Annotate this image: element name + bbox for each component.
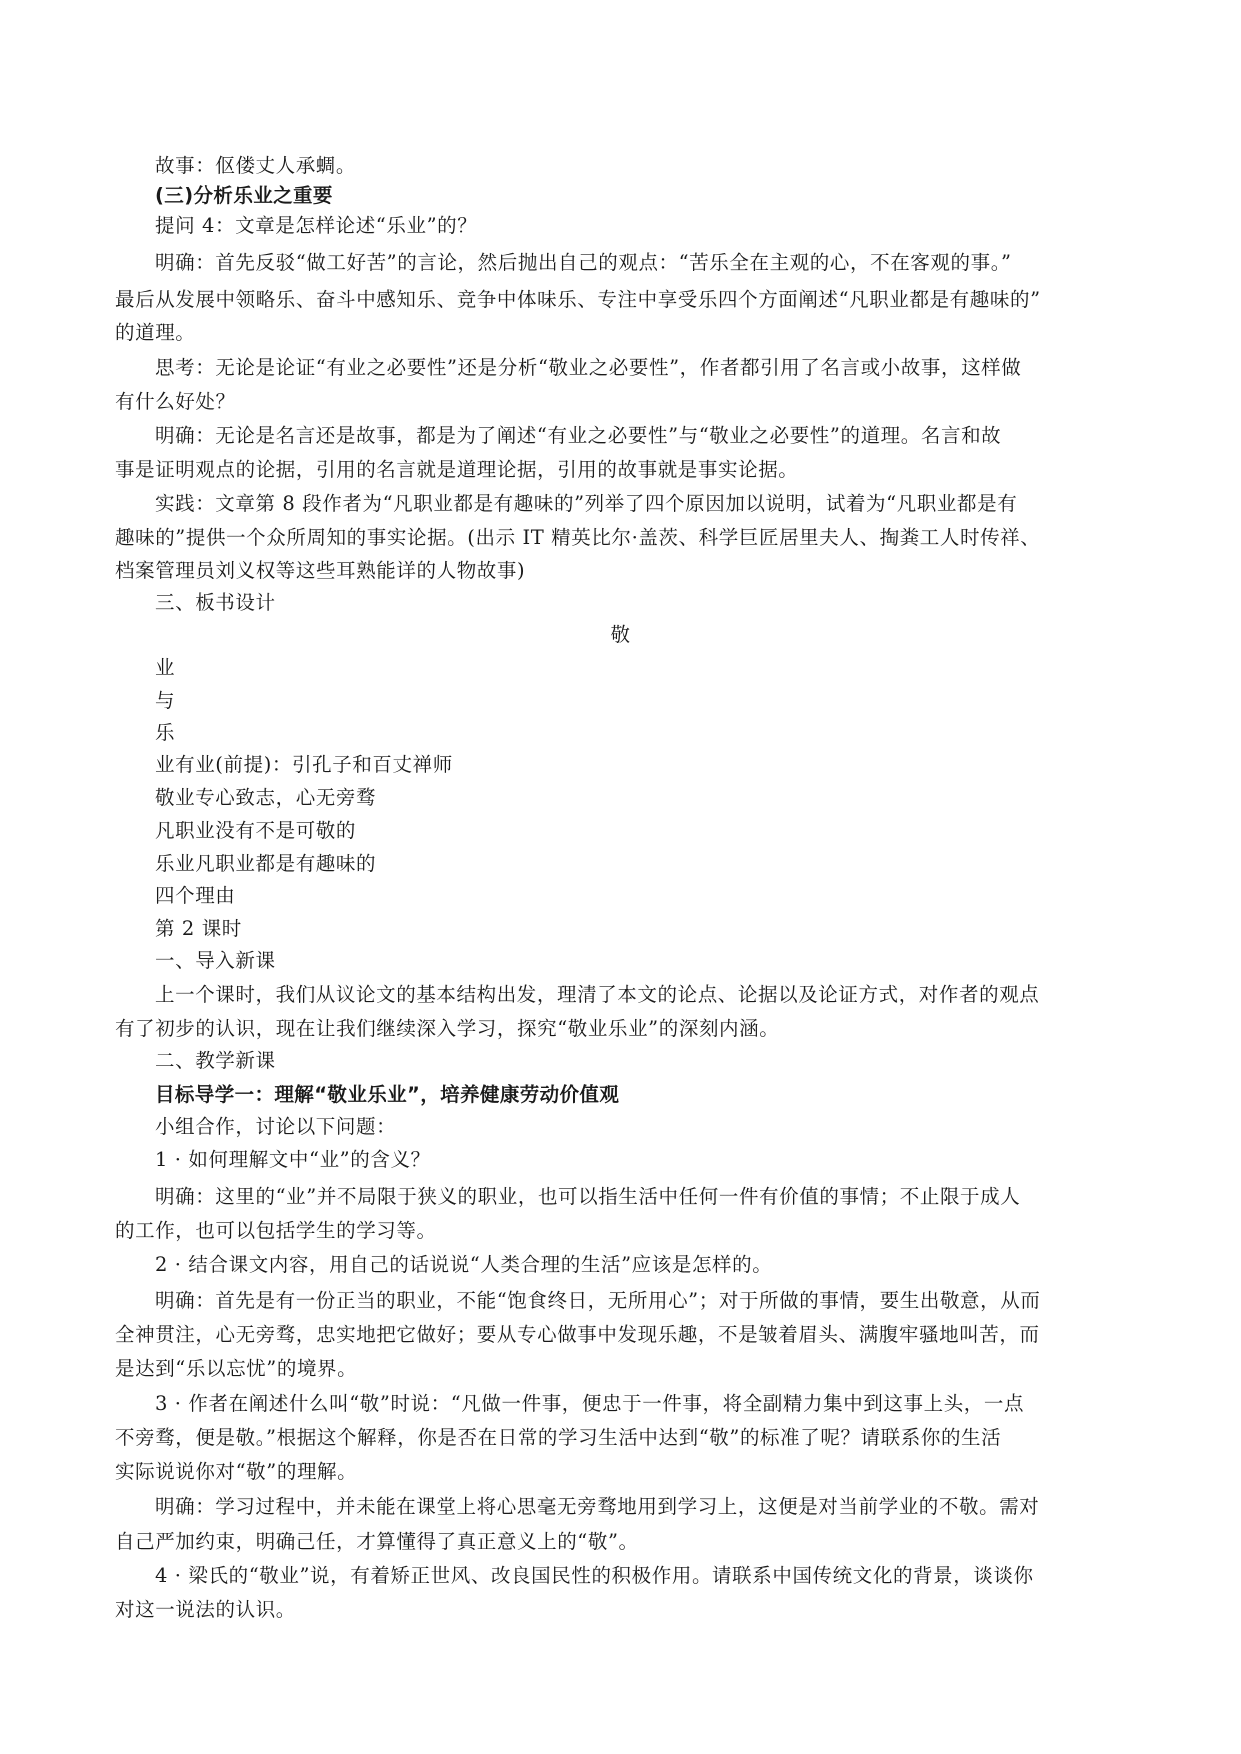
question-line: 3 · 作者在阐述什么叫“敬”时说：“凡做一件事，便忠于一件事，将全副精力集中到这事上头，一点 <box>155 1392 1025 1415</box>
lesson-heading: 第 2 课时 <box>155 917 242 940</box>
text-line: 上一个课时，我们从议论文的基本结构出发，理清了本文的论点、论据以及论证方式，对作者的观点 <box>155 983 1040 1006</box>
text-line: 有了初步的认识，现在让我们继续深入学习，探究“敬业乐业”的深刻内涵。 <box>115 1017 780 1040</box>
text-line: 的工作，也可以包括学生的学习等。 <box>115 1219 437 1242</box>
text-line: 明确：这里的“业”并不局限于狭义的职业，也可以指生活中任何一件有价值的事情；不止限于成人 <box>155 1185 1021 1208</box>
text-line: 提问 4：文章是怎样论述“乐业”的？ <box>155 214 478 237</box>
text-line: 明确：首先是有一份正当的职业，不能“饱食终日，无所用心”；对于所做的事情，要生出敬意，从而 <box>155 1289 1041 1312</box>
board-line: 乐业凡职业都是有趣味的 <box>155 852 377 875</box>
section-heading: (三)分析乐业之重要 <box>155 184 333 207</box>
board-line: 敬业专心致志，心无旁骛 <box>155 786 377 809</box>
board-char: 业 <box>155 656 176 679</box>
board-line: 业有业(前提)：引孔子和百丈禅师 <box>155 753 453 776</box>
board-char: 与 <box>155 689 176 712</box>
text-line: 明确：首先反驳“做工好苦”的言论，然后抛出自己的观点：“苦乐全在主观的心，不在客观的事。” <box>155 251 1012 274</box>
goal-heading: 目标导学一：理解“敬业乐业”，培养健康劳动价值观 <box>155 1083 620 1106</box>
section-heading: 一、导入新课 <box>155 949 276 972</box>
text-line: 故事：伛偻丈人承蜩。 <box>155 154 357 177</box>
text-line: 是达到“乐以忘忧”的境界。 <box>115 1357 358 1380</box>
text-line: 有什么好处？ <box>115 390 236 413</box>
text-line: 自己严加约束，明确己任，才算懂得了真正意义上的“敬”。 <box>115 1530 639 1553</box>
text-line: 不旁骛，便是敬。”根据这个解释，你是否在日常的学习生活中达到“敬”的标准了呢？请联系你的生活 <box>115 1426 1002 1449</box>
text-line: 小组合作，讨论以下问题： <box>155 1115 397 1138</box>
text-line: 趣味的”提供一个众所周知的事实论据。(出示 IT 精英比尔·盖茨、科学巨匠居里夫人、掏粪工人时传祥、 <box>115 526 1041 549</box>
board-title-char: 敬 <box>610 623 631 646</box>
section-heading: 二、教学新课 <box>155 1049 276 1072</box>
text-line: 对这一说法的认识。 <box>115 1598 296 1621</box>
board-char: 乐 <box>155 721 176 744</box>
section-heading: 三、板书设计 <box>155 591 276 614</box>
text-line: 明确：学习过程中，并未能在课堂上将心思毫无旁骛地用到学习上，这便是对当前学业的不敬。需对 <box>155 1495 1040 1518</box>
text-line: 事是证明观点的论据，引用的名言就是道理论据，引用的故事就是事实论据。 <box>115 458 799 481</box>
board-line: 四个理由 <box>155 884 236 907</box>
text-line: 的道理。 <box>115 321 196 344</box>
text-line: 档案管理员刘义权等这些耳熟能详的人物故事) <box>115 559 526 582</box>
question-line: 1 · 如何理解文中“业”的含义？ <box>155 1148 431 1171</box>
text-line: 实践：文章第 8 段作者为“凡职业都是有趣味的”列举了四个原因加以说明，试着为“凡职业都是有 <box>155 492 1018 515</box>
question-line: 2 · 结合课文内容，用自己的话说说“人类合理的生活”应该是怎样的。 <box>155 1253 773 1276</box>
text-line: 明确：无论是名言还是故事，都是为了阐述“有业之必要性”与“敬业之必要性”的道理。名言和故 <box>155 424 1002 447</box>
text-line: 最后从发展中领略乐、奋斗中感知乐、竞争中体味乐、专注中享受乐四个方面阐述“凡职业都是有趣味的” <box>115 288 1041 311</box>
text-line: 全神贯注，心无旁骛，忠实地把它做好；要从专心做事中发现乐趣，不是皱着眉头、满腹牢骚地叫苦，而 <box>115 1323 1040 1346</box>
text-line: 实际说说你对“敬”的理解。 <box>115 1460 358 1483</box>
text-line: 思考：无论是论证“有业之必要性”还是分析“敬业之必要性”，作者都引用了名言或小故事，这样做 <box>155 356 1022 379</box>
question-line: 4 · 梁氏的“敬业”说，有着矫正世风、改良国民性的积极作用。请联系中国传统文化的背景，谈谈你 <box>155 1564 1034 1587</box>
board-line: 凡职业没有不是可敬的 <box>155 819 357 842</box>
